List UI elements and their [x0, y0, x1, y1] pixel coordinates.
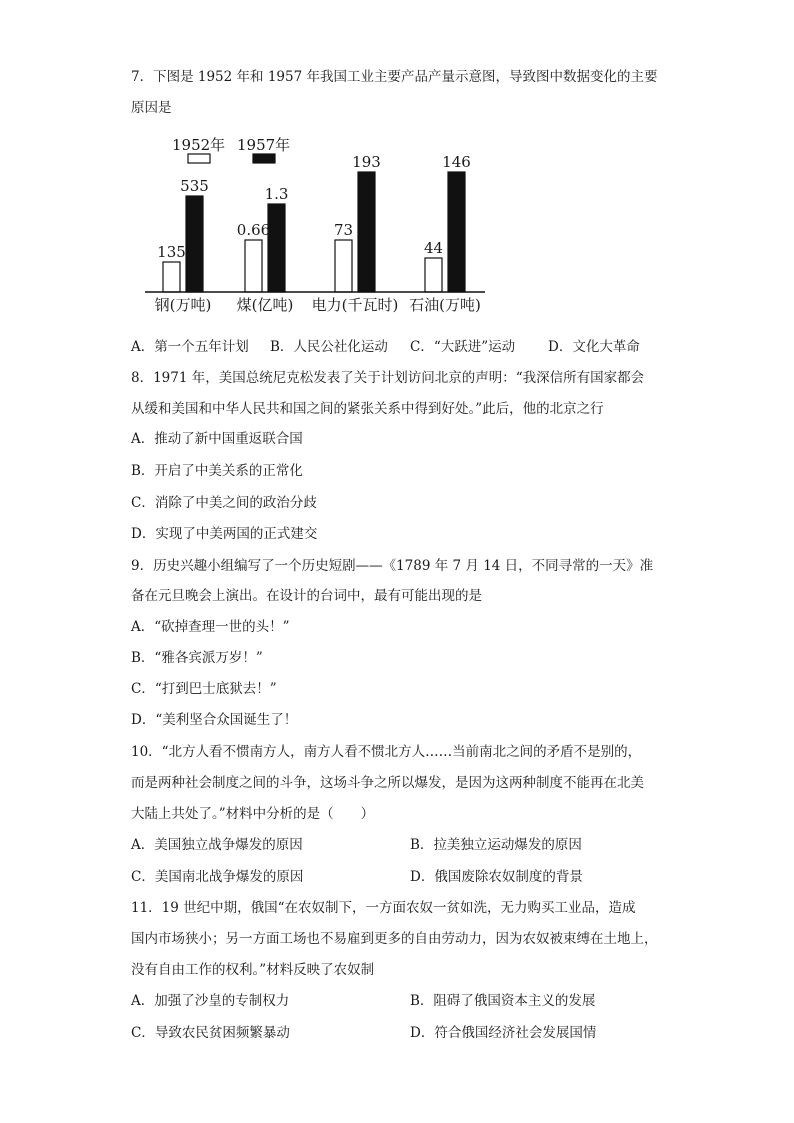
legend-label-1957: 1957年: [237, 136, 291, 154]
bar-1952-0: [163, 262, 180, 292]
q7-option-a[interactable]: A．第一个五年计划: [131, 339, 249, 355]
bar-1957-3: [448, 172, 465, 292]
q9-option-c[interactable]: C．“打到巴士底狱去！”: [131, 681, 277, 697]
q11-option-d[interactable]: D．符合俄国经济社会发展国情: [410, 1025, 597, 1041]
legend-swatch-1957: [253, 154, 275, 163]
q10-option-c[interactable]: C．美国南北战争爆发的原因: [131, 869, 304, 885]
legend-swatch-1952: [188, 154, 210, 163]
q8-option-d[interactable]: D．实现了中美两国的正式建交: [131, 526, 318, 542]
q11-stem-line1: 11．19 世纪中期，俄国“在农奴制下，一方面农奴一贫如洗，无力购买工业品，造成: [131, 900, 636, 916]
bar-1952-2: [335, 240, 352, 292]
chart-legend: [172, 136, 290, 163]
value-label-1952-1: 0.66: [236, 221, 271, 239]
bar-1952-1: [245, 240, 262, 292]
q7-option-c[interactable]: C．“大跃进”运动: [410, 339, 516, 355]
q10-stem-line2: 而是两种社会制度之间的斗争，这场斗争之所以爆发，是因为这两种制度不能再在北美: [131, 775, 644, 791]
q9-option-b[interactable]: B．“雅各宾派万岁！”: [131, 650, 263, 666]
value-label-1957-2: 193: [352, 153, 381, 171]
category-label-0: 钢(万吨): [154, 296, 212, 314]
value-label-1957-1: 1.3: [264, 185, 289, 203]
category-label-1: 煤(亿吨): [236, 296, 294, 314]
q8-option-a[interactable]: A．推动了新中国重返联合国: [131, 431, 303, 447]
q8-stem-line2: 从缓和美国和中华人民共和国之间的紧张关系中得到好处。”此后，他的北京之行: [131, 401, 604, 417]
q7-option-d[interactable]: D．文化大革命: [548, 339, 640, 355]
q11-option-b[interactable]: B．阻碍了俄国资本主义的发展: [410, 993, 596, 1009]
q7-option-b[interactable]: B．人民公社化运动: [270, 339, 388, 355]
q10-option-b[interactable]: B．拉美独立运动爆发的原因: [410, 837, 582, 853]
q8-option-b[interactable]: B．开启了中美关系的正常化: [131, 463, 303, 479]
q11-option-c[interactable]: C．导致农民贫困频繁暴动: [131, 1025, 290, 1041]
q9-stem-line2: 备在元旦晚会上演出。在设计的台词中，最有可能出现的是: [131, 588, 482, 604]
q10-option-a[interactable]: A．美国独立战争爆发的原因: [131, 837, 303, 853]
chart-category-labels: [155, 296, 481, 314]
q10-option-d[interactable]: D．俄国废除农奴制度的背景: [410, 869, 583, 885]
q10-stem-line3: 大陆上共处了。”材料中分析的是（ ）: [131, 806, 375, 822]
value-label-1952-0: 135: [157, 243, 186, 261]
q9-stem-line1: 9．历史兴趣小组编写了一个历史短剧——《1789 年 7 月 14 日，不同寻常的一天》准: [131, 558, 654, 574]
value-label-1957-3: 146: [442, 153, 471, 171]
q7-stem-line1: 7．下图是 1952 年和 1957 年我国工业主要产品产量示意图，导致图中数据变化的主要: [131, 69, 658, 85]
bar-1957-1: [268, 204, 285, 292]
bar-1952-3: [425, 258, 442, 292]
value-label-1957-0: 535: [180, 177, 209, 195]
q11-option-a[interactable]: A．加强了沙皇的专制权力: [131, 993, 290, 1009]
q11-stem-line2: 国内市场狭小；另一方面工场也不易雇到更多的自由劳动力，因为农奴被束缚在土地上，: [131, 931, 658, 947]
bar-1957-2: [358, 172, 375, 292]
q10-stem-line1: 10．“北方人看不惯南方人，南方人看不惯北方人……当前南北之间的矛盾不是别的，: [131, 744, 642, 760]
production-bar-chart: [140, 130, 500, 320]
legend-label-1952: 1952年: [172, 136, 226, 154]
value-label-1952-2: 73: [333, 221, 354, 239]
q9-option-a[interactable]: A．“砍掉查理一世的头！”: [131, 619, 290, 635]
chart-value-labels: [157, 153, 471, 261]
q11-stem-line3: 没有自由工作的权利。”材料反映了农奴制: [131, 962, 375, 978]
q7-stem-line2: 原因是: [131, 100, 172, 116]
value-label-1952-3: 44: [423, 239, 444, 257]
bar-1957-0: [186, 196, 203, 292]
q8-stem-line1: 8．1971 年，美国总统尼克松发表了关于计划访问北京的声明：“我深信所有国家都会: [131, 370, 645, 386]
q9-option-d[interactable]: D．“美利坚合众国诞生了！: [131, 712, 298, 728]
q8-option-c[interactable]: C．消除了中美之间的政治分歧: [131, 495, 317, 511]
category-label-2: 电力(千瓦时): [311, 296, 399, 314]
category-label-3: 石油(万吨): [409, 296, 481, 314]
